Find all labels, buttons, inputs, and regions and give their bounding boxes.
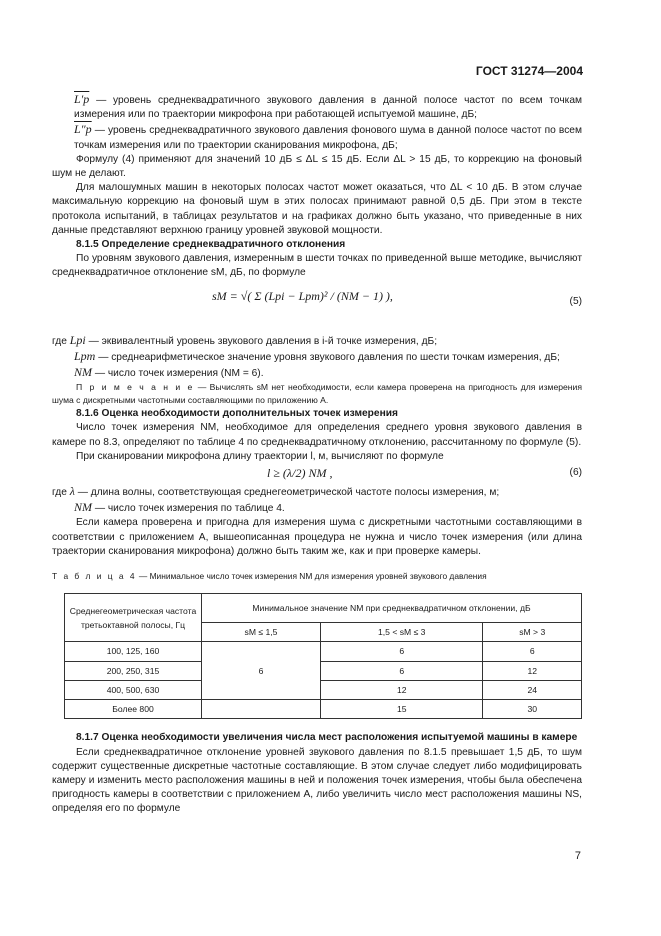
table-cell-freq: 200, 250, 315: [65, 661, 202, 680]
definition-text: — длина волны, соответствующая среднегеометрической частоте полосы измерения, м;: [77, 487, 500, 499]
definition-lambda: [52, 484, 582, 500]
table-subheader: 1,5 < sM ≤ 3: [321, 623, 483, 642]
table-cell: 30: [483, 700, 582, 719]
table-group-header: Минимальное значение NM при среднеквадратичном отклонении, дБ: [202, 594, 582, 623]
table-subheader: sM ≤ 1,5: [202, 623, 321, 642]
symbol: NM: [74, 500, 92, 515]
note-label: П р и м е ч а н и е: [76, 382, 195, 393]
paragraph-low-noise: Для малошумных машин в некоторых полосах частот может оказаться, что ΔL < 10 дБ. В этом случае максимальную коррекцию на фоновый шум в этих полосах принимают равной 0,5 дБ. При этом в тексте протокола испытаний, в таблицах результатов и на графиках должно быть указано, что приведенные в них данные представляют верхнюю границу уровней звуковой мощности.: [52, 182, 582, 236]
definition-lp-prime: [74, 92, 582, 122]
formula-5-number: (5): [569, 295, 582, 307]
paragraph-8-1-6-b: При сканировании микрофона длину траектории l, м, вычисляют по формуле: [76, 450, 444, 462]
paragraph-8-1-6-c: Если камера проверена и пригодна для измерения шума с дискретными частотными составляющими в соответствии с приложением А, вышеописанная процедура не нужна и число точек измерения (или длина траектории сканирования микрофона) должно быть таким же, как и при проверке камеры.: [52, 517, 582, 557]
table-row: [65, 642, 582, 661]
definition-lpi: [52, 333, 582, 349]
formula-6-number: (6): [569, 467, 582, 479]
definition-text: — число точек измерения (NM = 6).: [94, 368, 264, 380]
heading-8-1-5: 8.1.5 Определение среднеквадратичного отклонения: [76, 239, 346, 251]
standard-header: ГОСТ 31274—2004: [475, 64, 583, 78]
table-4-caption: [52, 569, 582, 583]
symbol: Lpm: [74, 348, 96, 363]
table-cell: 12: [321, 680, 483, 699]
definition-text: — число точек измерения по таблице 4.: [94, 503, 285, 515]
prefix: где: [52, 487, 67, 499]
table-cell-freq: 400, 500, 630: [65, 680, 202, 699]
table-cell-merged: 6: [202, 642, 321, 700]
paragraph-8-1-6-a: Число точек измерения NM, необходимое для определения среднего уровня звукового давления в камере по 8.3, определяют по таблице 4 по среднеквадратичному отклонению, рассчитанному по формуле (5).: [52, 422, 582, 448]
paragraph-formula4: Формулу (4) применяют для значений 10 дБ ≤ ΔL ≤ 15 дБ. Если ΔL > 15 дБ, то коррекцию на фоновый шум не делают.: [52, 153, 582, 180]
table-cell: 6: [483, 642, 582, 661]
table-subheader: sM > 3: [483, 623, 582, 642]
table-caption-text: — Минимальное число точек измерения NM для измерения уровней звукового давления: [136, 571, 487, 582]
note: [52, 381, 582, 407]
table-cell: 6: [321, 642, 483, 661]
table-row: [65, 700, 582, 719]
table-cell: 12: [483, 661, 582, 680]
definition-nm: [74, 365, 582, 381]
table-cell-empty: [202, 700, 321, 719]
heading-8-1-7: 8.1.7 Оценка необходимости увеличения числа мест расположения испытуемой машины в камере: [76, 732, 578, 744]
page-content: [52, 92, 582, 817]
definition-lp-double-prime: [74, 122, 582, 152]
note-text: — Вычислять sM нет необходимости, если камера проверена на пригодность для измерения шума с дискретными частотными составляющими по приложению А.: [52, 382, 582, 406]
table-cell-freq: Более 800: [65, 700, 202, 719]
symbol: NM: [74, 365, 92, 380]
prefix: где: [52, 335, 67, 347]
symbol: λ: [69, 484, 75, 499]
table-4: [64, 593, 582, 719]
formula-5-expression: sM = √( Σ (Lpi − Lpm)² / (NM − 1) ),: [212, 288, 393, 303]
definition-nm-table: [74, 500, 582, 516]
definition-text: — среднеарифметическое значение уровня звукового давления по шести точкам измерения, дБ;: [98, 351, 560, 363]
table-col1-header: Среднегеометрическая частота третьоктавной полосы, Гц: [65, 594, 202, 642]
table-caption-label: Т а б л и ц а 4: [52, 571, 137, 582]
table-cell: 15: [321, 700, 483, 719]
definition-text: — эквивалентный уровень звукового давления в i-й точке измерения, дБ;: [88, 335, 438, 347]
symbol: Lpi: [69, 332, 86, 347]
table-cell-freq: 100, 125, 160: [65, 642, 202, 661]
symbol: L″p: [74, 122, 92, 137]
definition-text: — уровень среднеквадратичного звукового давления фонового шума в данной полосе частот по всем точкам измерения или по траектории сканирования микрофона, дБ;: [74, 125, 582, 151]
definition-lpm: [74, 349, 582, 365]
page-number: 7: [574, 850, 581, 862]
formula-6-expression: l ≥ (λ/2) NM ,: [267, 466, 333, 481]
paragraph-8-1-5: По уровням звукового давления, измеренным в шести точках по приведенной выше методике, вычисляют среднеквадратичное отклонение sM, дБ, по формуле: [52, 253, 582, 279]
table-cell: 24: [483, 680, 582, 699]
definition-text: — уровень среднеквадратичного звукового давления в данной полосе частот по всем точкам измерения или по траектории микрофона при работающей испытуемой машине, дБ;: [74, 95, 582, 121]
formula-6: [52, 464, 582, 484]
heading-8-1-6: 8.1.6 Оценка необходимости дополнительных точек измерения: [76, 408, 398, 420]
table-cell: 6: [321, 661, 483, 680]
paragraph-8-1-7: Если среднеквадратичное отклонение уровней звукового давления по 8.1.5 превышает 1,5 дБ, то шум содержит существенные дискретные частотные составляющие. В этом случае следует либо модифицировать камеру и изменить место расположения машины в ней и положения точек измерения, чтобы была обеспечена пригодность камеры в соответствии с приложением А, либо увеличить число мест расположения машины NS, определяя его по формуле: [52, 746, 582, 815]
table-row: [65, 680, 582, 699]
table-header-row: [65, 594, 582, 623]
table-row: [65, 661, 582, 680]
symbol: L′p: [74, 92, 90, 106]
formula-5: [52, 281, 582, 333]
